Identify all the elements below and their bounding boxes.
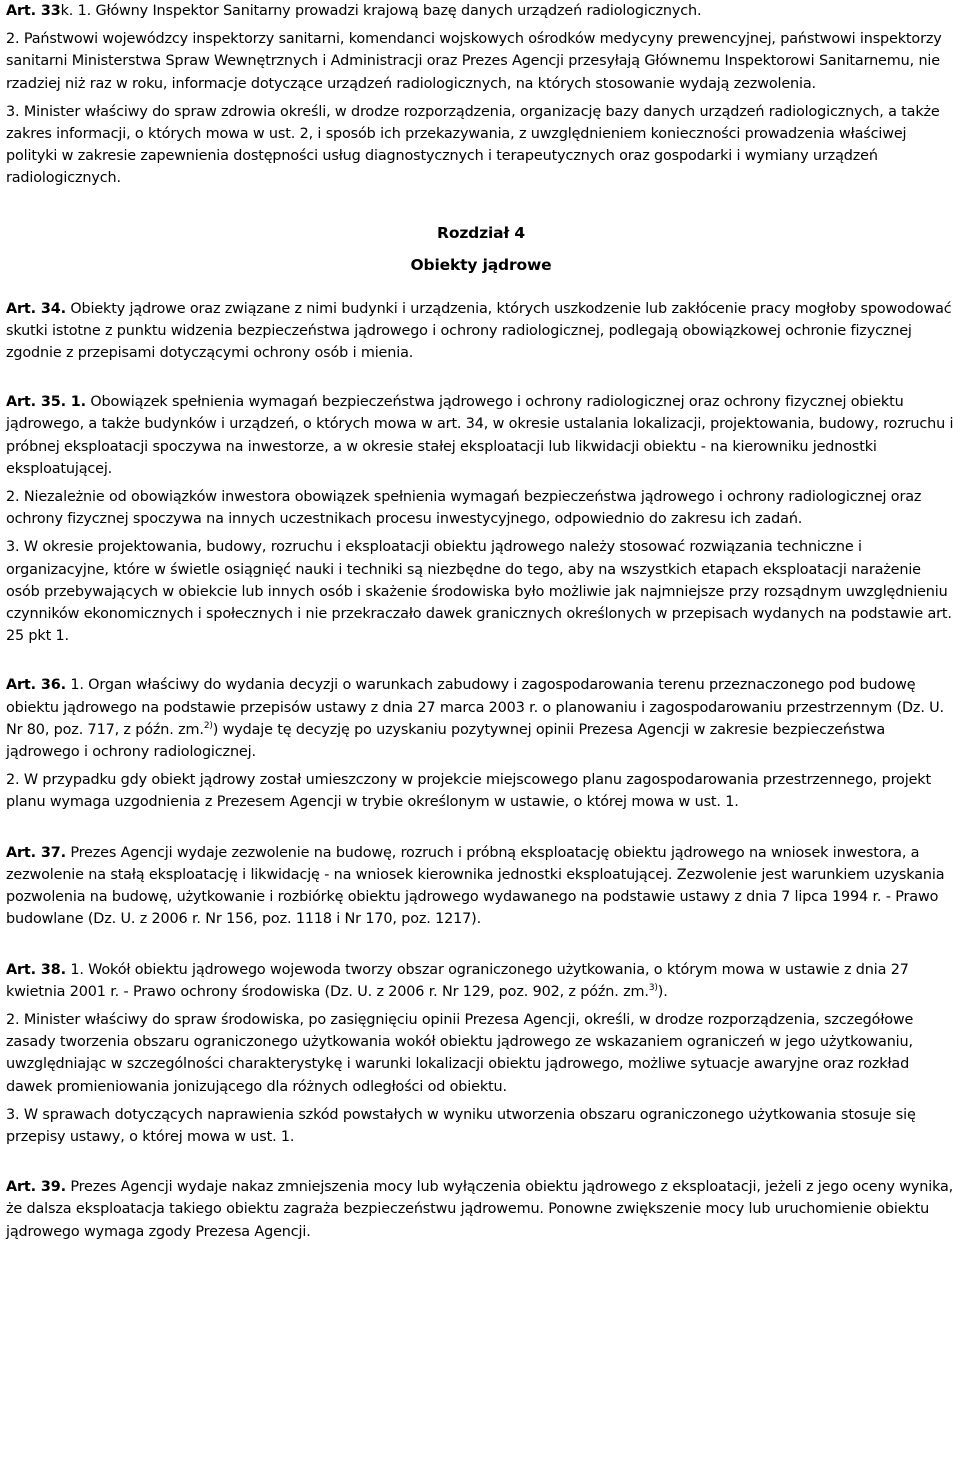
art37-number: Art. 37. [6,844,66,861]
art34-number: Art. 34. [6,300,66,317]
art38-footnote-ref: 3) [648,982,658,993]
art38-para1-text-a: 1. Wokół obiektu jądrowego wojewoda tworzy obszar ograniczonego użytkowania, o którym mowa w ustawie z dnia 27 kwietnia 2001 r. - Prawo ochrony środowiska (Dz. U. z 2006 r. Nr 129, poz. 902, z późn. zm. [6,961,909,1000]
art36-para2: 2. W przypadku gdy obiekt jądrowy został umieszczony w projekcie miejscowego planu zagospodarowania przestrzennego, projekt planu wymaga uzgodnienia z Prezesem Agencji w trybie określonym w ustawie, o której mowa w ust. 1. [6,772,931,811]
art37-para [6,842,956,931]
art34-para [6,298,956,365]
art35-number: Art. 35. 1. [6,394,86,411]
art38-para2: 2. Minister właściwy do spraw środowiska, po zasięgnięciu opinii Prezesa Agencji, określi, w drodze rozporządzenia, szczegółowe zasady tworzenia obszaru ograniczonego użytkowania wokół obiektu jądrowego ze wskazaniem ograniczeń w jego użytkowaniu, uwzględniając w szczególności charakterystykę i warunki lokalizacji obiektu jądrowego, możliwe sytuacje awaryjne oraz rozkład dawek promieniowania jonizującego dla różnych odległości od obiektu. [6,1011,914,1095]
art36-para1 [6,674,956,763]
art36-para1-text-b: ) wydaje tę decyzję po uzyskaniu pozytywnej opinii Prezesa Agencji w zakresie bezpieczeństwa jądrowego i ochrony radiologicznej. [6,721,886,761]
art33-para1-text: 1. Główny Inspektor Sanitarny prowadzi krajową bazę danych urządzeń radiologicznych. [73,3,702,19]
art33-para2: 2. Państwowi wojewódzcy inspektorzy sanitarni, komendanci wojskowych ośrodków medycyny prewencyjnej, państwowi inspektorzy sanitarni Ministerstwa Spraw Wewnętrznych i Administracji oraz Prezes Agencji przesyłają Głównemu Inspektorowi Sanitarnemu, nie rzadziej niż raz w roku, informacje dotyczące urządzeń radiologicznych, na których stosowanie wydają zezwolenia. [6,31,942,92]
art35-para3: 3. W okresie projektowania, budowy, rozruchu i eksploatacji obiektu jądrowego należy stosować rozwiązania techniczne i organizacyjne, które w świetle osiągnięć nauki i techniki są niezbędne do tego, aby na wszystkich etapach eksploatacji narażenie osób przebywających w obiekcie lub innych osób i skażenie środowiska było możliwie jak najmniejsze przy rozsądnym uwzględnieniu czynników ekonomicznych i społecznych i nie przekraczało dawek granicznych określonych w przepisach wydanych na podstawie art. 25 pkt 1. [6,539,952,645]
art38-number: Art. 38. [6,961,66,978]
art35-para1-text: Obowiązek spełnienia wymagań bezpieczeństwa jądrowego i ochrony radiologicznej oraz ochrony fizycznej obiektu jądrowego, a także budynków i urządzeń, o których mowa w art. 34, w okresie ustalania lokalizacji, projektowania, budowy, rozruchu i próbnej eksploatacji spoczywa na inwestorze, a w okresie stałej eksploatacji lub likwidacji obiektu - na kierowniku jednostki eksploatującej. [6,394,954,477]
art37-text: Prezes Agencji wydaje zezwolenie na budowę, rozruch i próbną eksploatację obiektu jądrowego na wniosek inwestora, a zezwolenie na stałą eksploatację i likwidację - na wniosek kierownika jednostki eksploatującej. Zezwolenie jest warunkiem uzyskania pozwolenia na budowę, użytkowanie i rozbiórkę obiektu jądrowego wydawanego na podstawie ustawy z dnia 7 lipca 1994 r. - Prawo budowlane (Dz. U. z 2006 r. Nr 156, poz. 1118 i Nr 170, poz. 1217). [6,844,945,928]
art39-text: Prezes Agencji wydaje nakaz zmniejszenia mocy lub wyłączenia obiektu jądrowego z eksploatacji, jeżeli z jego oceny wynika, że dalsza eksploatacja takiego obiektu zagraża bezpieczeństwu jądrowemu. Ponowne zwiększenie mocy lub uruchomienie obiektu jądrowego wymaga zgody Prezesa Agencji. [6,1179,954,1240]
art39-number: Art. 39. [6,1179,66,1196]
art34-text: Obiekty jądrowe oraz związane z nimi budynki i urządzenia, których uszkodzenie lub zakłócenie pracy mogłoby spowodować skutki istotne z punktu widzenia bezpieczeństwa jądrowego i ochrony radiologicznej, podlegają obowiązkowej ochronie fizycznej zgodnie z przepisami dotyczącymi ochrony osób i mienia. [6,300,952,362]
art33-letter: k. [60,3,74,19]
art39-para [6,1176,956,1243]
art36-number: Art. 36. [6,677,66,694]
art35-para1 [6,391,956,480]
chapter-title: Obiekty jądrowe [410,255,552,274]
art36-footnote-ref: 2) [203,721,213,732]
art36-para1-text-a: 1. Organ właściwy do wydania decyzji o warunkach zabudowy i zagospodarowania terenu przeznaczonego pod budowę obiektu jądrowego na podstawie przepisów ustawy z dnia 27 marca 2003 r. o planowaniu i zagospodarowaniu przestrzennym (Dz. U. Nr 80, poz. 717, z późn. zm. [6,677,944,738]
art38-para3: 3. W sprawach dotyczących naprawienia szkód powstałych w wyniku utworzenia obszaru ograniczonego użytkowania stosuje się przepisy ustawy, o której mowa w ust. 1. [6,1106,916,1145]
art33-para1 [6,0,956,22]
chapter-number: Rozdział 4 [437,223,525,242]
art33-para3: 3. Minister właściwy do spraw zdrowia określi, w drodze rozporządzenia, organizację bazy danych urządzeń radiologicznych, a także zakres informacji, o których mowa w ust. 2, i sposób ich przekazywania, z uwzględnieniem konieczności prowadzenia właściwej polityki w zakresie zapewnienia dostępności usług diagnostycznych i terapeutycznych oraz gospodarki i wymiany urządzeń radiologicznych. [6,103,940,187]
art33-number: Art. 33 [6,3,61,19]
art35-para2: 2. Niezależnie od obowiązków inwestora obowiązek spełnienia wymagań bezpieczeństwa jądrowego i ochrony radiologicznej oraz ochrony fizycznej spoczywa na innych uczestnikach procesu inwestycyjnego, odpowiednio do zakresu ich zadań. [6,489,922,528]
art38-para1 [6,959,956,1003]
art38-para1-text-b: ). [657,983,668,1000]
